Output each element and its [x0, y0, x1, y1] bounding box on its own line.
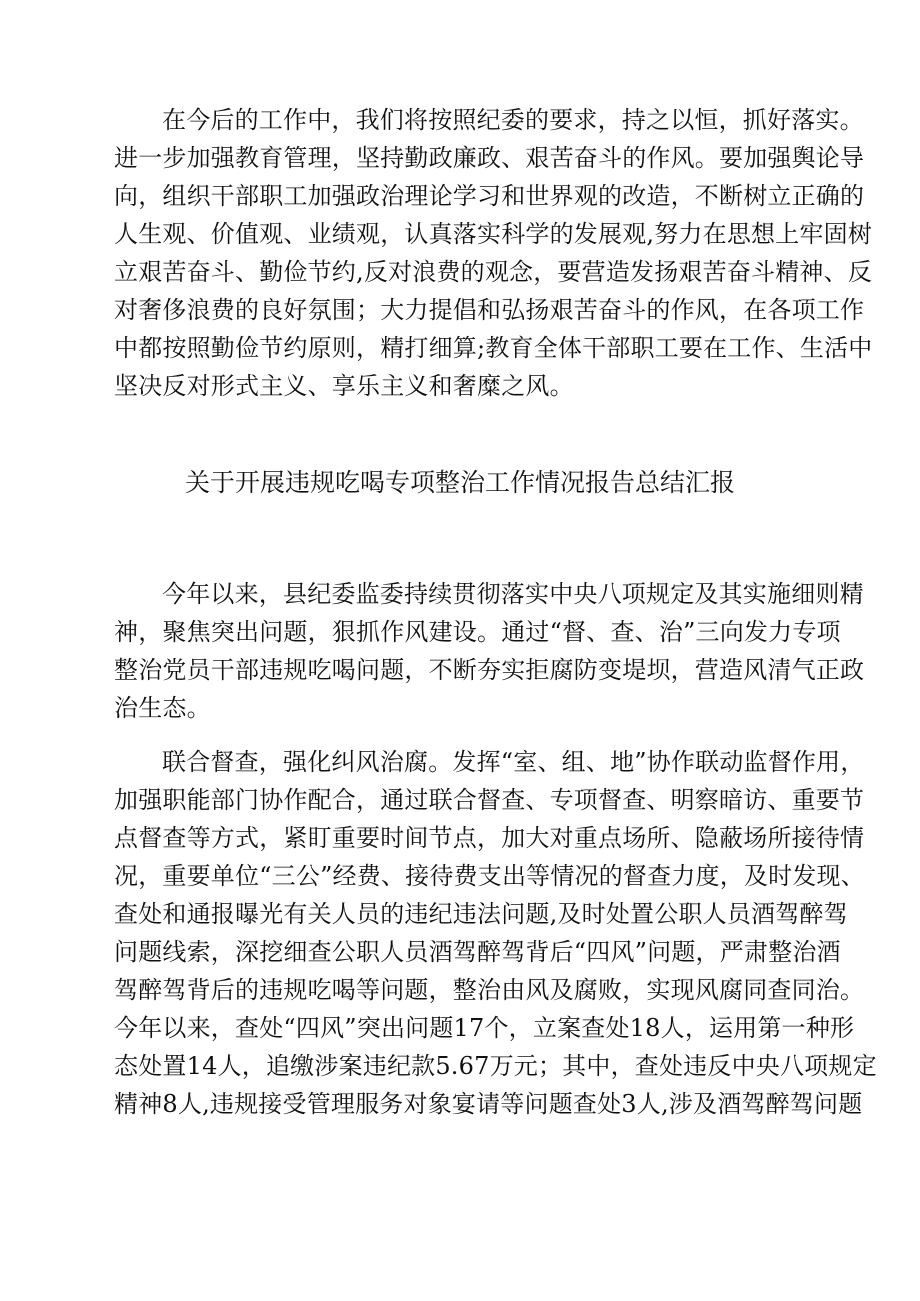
paragraph-line: 整治党员干部违规吃喝问题，不断夯实拒腐防变堤坝，营造风清气正政: [114, 656, 865, 684]
paragraph-line: 加强职能部门协作配合，通过联合督查、专项督查、明察暗访、重要节: [114, 786, 865, 814]
paragraph-line: 驾醉驾背后的违规吃喝等问题，整治由风及腐败，实现风腐同查同治。: [114, 976, 865, 1004]
paragraph-line: 在今后的工作中，我们将按照纪委的要求，持之以恒，抓好落实。: [162, 106, 864, 134]
paragraph-line: 点督查等方式，紧盯重要时间节点，加大对重点场所、隐蔽场所接待情: [114, 824, 865, 852]
paragraph-line: 立艰苦奋斗、勤俭节约,反对浪费的观念，要营造发扬艰苦奋斗精神、反: [114, 258, 873, 286]
paragraph-line: 态处置14人，追缴涉案违纪款5.67万元；其中，查处违反中央八项规定: [114, 1052, 877, 1080]
paragraph-line: 况，重要单位“三公”经费、接待费支出等情况的督查力度，及时发现、: [114, 862, 865, 890]
paragraph-line: 神，聚焦突出问题，狠抓作风建设。通过“督、查、治”三向发力专项: [114, 618, 841, 646]
paragraph-line: 对奢侈浪费的良好氛围；大力提倡和弘扬艰苦奋斗的作风，在各项工作: [114, 296, 865, 324]
paragraph-line: 精神8人,违规接受管理服务对象宴请等问题查处3人,涉及酒驾醉驾问题: [114, 1090, 863, 1118]
paragraph-line: 向，组织干部职工加强政治理论学习和世界观的改造，不断树立正确的: [114, 182, 865, 210]
paragraph-line: 查处和通报曝光有关人员的违纪违法问题,及时处置公职人员酒驾醉驾: [114, 900, 848, 928]
paragraph-line: 人生观、价值观、业绩观，认真落实科学的发展观,努力在思想上牢固树: [114, 220, 873, 248]
paragraph-line: 联合督查，强化纠风治腐。发挥“室、组、地”协作联动监督作用，: [162, 748, 865, 776]
paragraph-line: 中都按照勤俭节约原则，精打细算;教育全体干部职工要在工作、生活中: [114, 334, 873, 362]
paragraph-line: 今年以来，查处“四风”突出问题17个，立案查处18人，运用第一种形: [114, 1014, 855, 1042]
report-title: 关于开展违规吃喝专项整治工作情况报告总结汇报: [184, 468, 735, 497]
paragraph-line: 今年以来，县纪委监委持续贯彻落实中央八项规定及其实施细则精: [162, 580, 864, 608]
paragraph-line: 进一步加强教育管理，坚持勤政廉政、艰苦奋斗的作风。要加强舆论导: [114, 144, 865, 172]
paragraph-line: 坚决反对形式主义、享乐主义和奢糜之风。: [114, 372, 574, 400]
paragraph-line: 治生态。: [114, 694, 211, 722]
paragraph-line: 问题线索，深挖细查公职人员酒驾醉驾背后“四风”问题，严肃整治酒: [114, 938, 841, 966]
